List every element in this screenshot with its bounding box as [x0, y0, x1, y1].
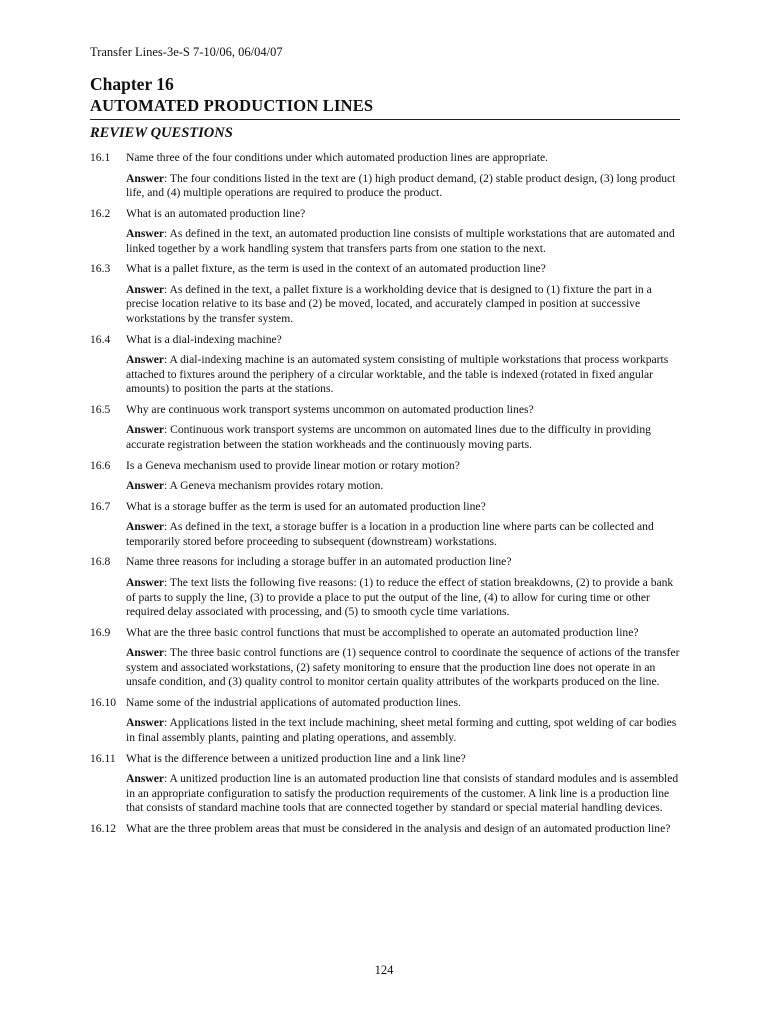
question [90, 207, 680, 222]
question-item [90, 500, 680, 550]
answer [126, 283, 680, 327]
chapter-number: Chapter 16 [90, 74, 174, 94]
question-number: 16.10 [90, 695, 117, 709]
answer-text: : Applications listed in the text include machining, sheet metal forming and cutting, spot welding of car bodies in final assembly plants, painting and plating operations, and assembly. [126, 716, 677, 745]
answer [126, 576, 680, 620]
running-head: Transfer Lines-3e-S 7-10/06, 06/04/07 [90, 45, 283, 59]
answer-label: Answer [126, 772, 164, 786]
question [90, 262, 680, 277]
question-item [90, 626, 680, 690]
answer [126, 479, 680, 494]
question-number: 16.11 [90, 751, 116, 765]
question-number: 16.9 [90, 625, 111, 639]
question [90, 696, 680, 711]
question [90, 822, 680, 837]
question-text: Name three reasons for including a storage buffer in an automated production line? [126, 555, 512, 569]
question-text: Name three of the four conditions under which automated production lines are appropriate. [126, 151, 549, 164]
question-text: What is a pallet fixture, as the term is used in the context of an automated production line? [126, 262, 546, 276]
question-item [90, 151, 680, 201]
answer [126, 423, 680, 452]
answer [126, 353, 680, 397]
answer-text: : As defined in the text, a pallet fixture is a workholding device that is designed to (1) fixture the part in a precise location relative to its base and (2) be moved, located, and accurately clamped in position at successive workstations by the transfer system. [126, 282, 652, 326]
question [90, 333, 680, 348]
question-text: Is a Geneva mechanism used to provide linear motion or rotary motion? [126, 458, 460, 472]
question-text: What is an automated production line? [126, 206, 306, 220]
question [90, 459, 680, 474]
question-text: What is the difference between a unitized production line and a link line? [126, 751, 466, 765]
question-number: 16.12 [90, 821, 117, 835]
answer [126, 772, 680, 816]
question-number: 16.5 [90, 402, 111, 416]
question-item [90, 822, 680, 837]
question-text: What are the three problem areas that must be considered in the analysis and design of an automated production line? [126, 821, 671, 835]
question-number: 16.8 [90, 555, 111, 569]
answer-text: : A dial-indexing machine is an automated system consisting of multiple workstations that process workparts attached to fixtures around the periphery of a circular worktable, and the table is indexed (rotated in fixed angular amounts) to position the parts at the stations. [126, 353, 669, 396]
question-number: 16.6 [90, 458, 111, 472]
answer-text: : A Geneva mechanism provides rotary motion. [164, 479, 384, 493]
question-item [90, 696, 680, 746]
answer-label: Answer [126, 171, 164, 185]
answer [126, 646, 680, 690]
answer-label: Answer [126, 282, 164, 296]
question-text: What is a storage buffer as the term is used for an automated production line? [126, 499, 486, 513]
answer-label: Answer [126, 423, 164, 437]
answer-label: Answer [126, 716, 164, 730]
heading-rule [90, 119, 680, 120]
question [90, 151, 680, 166]
answer-text: : A unitized production line is an automated production line that consists of standard modules and is assembled in an appropriate configuration to satisfy the production requirements of the customer. A link line is a production line that consists of standard machine tools that are connected together by standard or special material handling devices. [126, 772, 679, 815]
answer-label: Answer [126, 520, 164, 534]
question-text: Why are continuous work transport systems uncommon on automated production lines? [126, 402, 534, 416]
chapter-heading [90, 74, 680, 120]
answer-label: Answer [126, 353, 164, 367]
question-text: Name some of the industrial applications of automated production lines. [126, 695, 461, 709]
review-questions-list [90, 151, 680, 842]
question-item [90, 752, 680, 816]
question-number: 16.2 [90, 206, 111, 220]
question [90, 403, 680, 418]
question-text: What is a dial-indexing machine? [126, 332, 282, 346]
answer-text: : Continuous work transport systems are uncommon on automated lines due to the difficulty in providing accurate registration between the station workheads and the continuously moving parts. [126, 423, 651, 452]
question-item [90, 333, 680, 397]
answer-label: Answer [126, 646, 164, 660]
question-item [90, 207, 680, 257]
question [90, 752, 680, 767]
answer-text: : The four conditions listed in the text are (1) high product demand, (2) stable product design, (3) long product life, and (4) multiple operations are required to produce the product. [126, 171, 676, 200]
answer [126, 520, 680, 549]
question [90, 500, 680, 515]
answer-text: : As defined in the text, a storage buffer is a location in a production line where parts can be collected and temporarily stored before proceeding to subsequent (downstream) workstations. [126, 520, 654, 548]
answer-text: : As defined in the text, an automated production line consists of multiple workstations that are automated and linked together by a work handling system that transfers parts from one station to the next. [126, 227, 675, 255]
question-item [90, 459, 680, 494]
answer-label: Answer [126, 227, 164, 241]
answer-label: Answer [126, 479, 164, 493]
question-number: 16.1 [90, 151, 111, 164]
page-number: 124 [374, 963, 394, 977]
question [90, 555, 680, 570]
answer-label: Answer [126, 575, 164, 589]
question-item [90, 403, 680, 453]
answer [126, 172, 680, 201]
answer [126, 716, 680, 745]
question-text: What are the three basic control functions that must be accomplished to operate an automated production line? [126, 625, 639, 639]
question-item [90, 555, 680, 619]
question-item [90, 262, 680, 326]
question-number: 16.4 [90, 332, 111, 346]
chapter-title: AUTOMATED PRODUCTION LINES [90, 96, 374, 115]
answer [126, 227, 680, 256]
question [90, 626, 680, 641]
section-title: REVIEW QUESTIONS [90, 125, 233, 141]
question-number: 16.7 [90, 499, 111, 513]
question-number: 16.3 [90, 262, 111, 276]
answer-text: : The three basic control functions are (1) sequence control to coordinate the sequence of actions of the transfer system and associated workstations, (2) safety monitoring to ensure that the production line does not operate in an unsafe condition, and (3) quality control to monitor certain quality attributes of the workparts produced on the line. [126, 646, 680, 689]
answer-text: : The text lists the following five reasons: (1) to reduce the effect of station breakdowns, (2) to provide a bank of parts to supply the line, (3) to provide a place to put the output of the line, (4) to allow for curing time or other required delay associated with processing, and (5) to smooth cycle time variations. [126, 575, 674, 619]
